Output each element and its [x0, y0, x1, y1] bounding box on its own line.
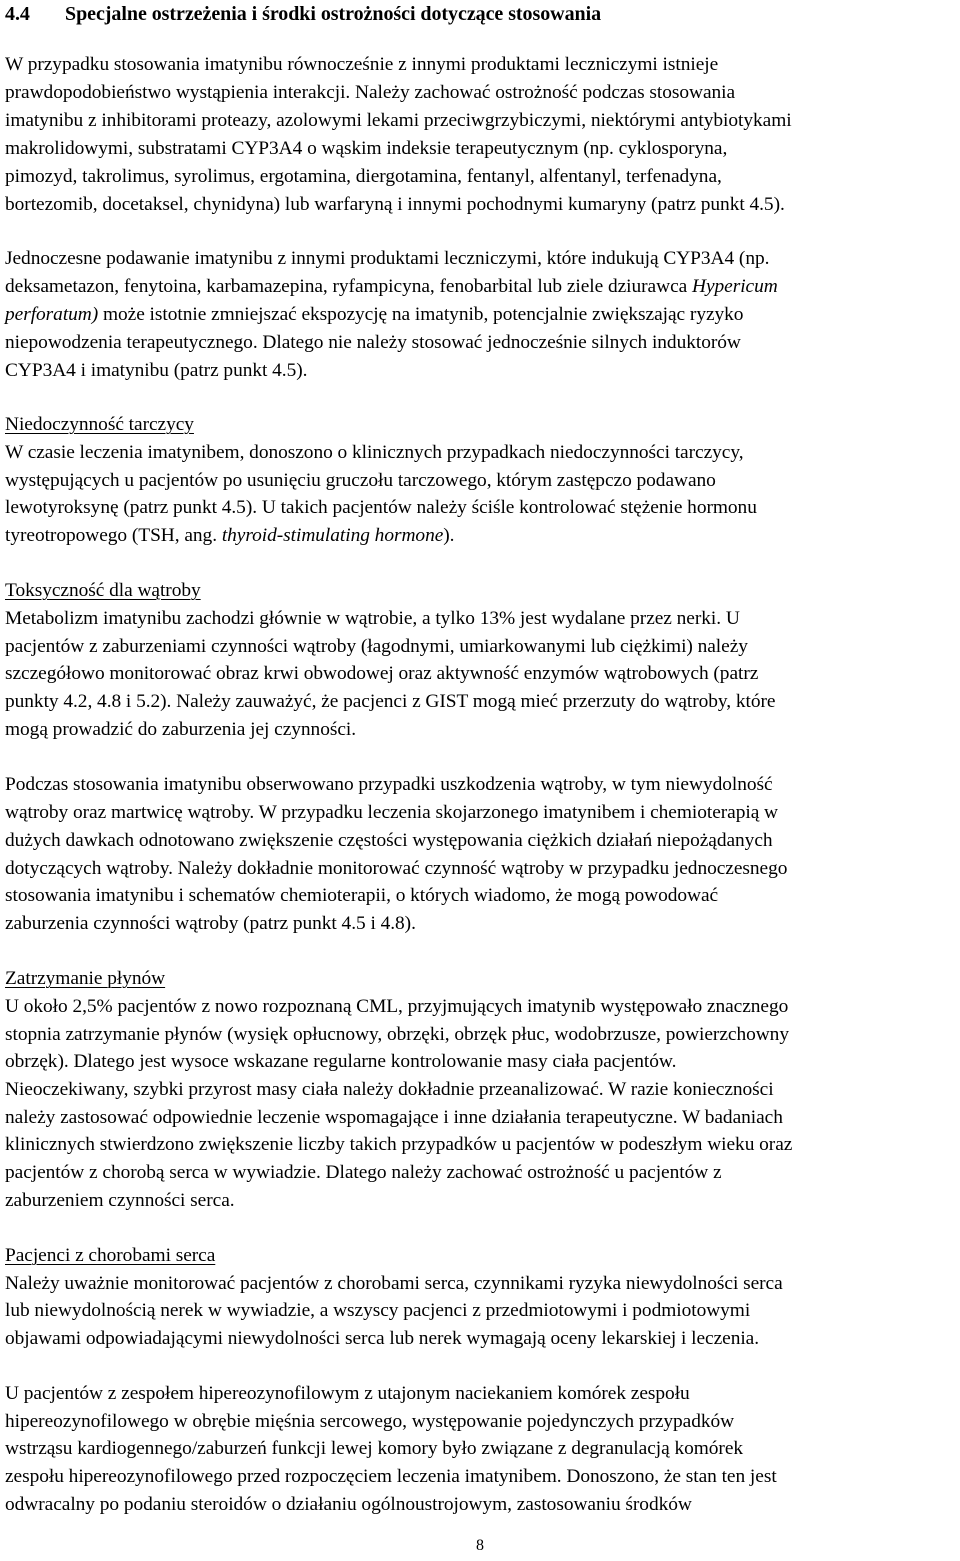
paragraph-line: Metabolizm imatynibu zachodzi głównie w wątrobie, a tylko 13% jest wydalane przez nerki. U: [5, 608, 740, 629]
paragraph-line: Należy uważnie monitorować pacjentów z chorobami serca, czynnikami ryzyka niewydolności serca: [5, 1273, 783, 1294]
italic-term: thyroid-stimulating hormone: [221, 525, 444, 546]
paragraph-line: U pacjentów z zespołem hipereozynofilowym z utajonym naciekaniem komórek zespołu: [5, 1383, 690, 1404]
paragraph-line: mogą prowadzić do zaburzenia jej czynności.: [5, 719, 357, 740]
paragraph-line: należy zastosować odpowiednie leczenie wspomagające i inne działania terapeutyczne. W badaniach: [5, 1107, 783, 1128]
text-run: tyreotropowego (TSH, ang.: [5, 525, 222, 546]
subheading-thyroid: Niedoczynność tarczycy: [5, 414, 194, 435]
paragraph-line: Jednoczesne podawanie imatynibu z innymi produktami leczniczymi, które indukują CYP3A4 (np.: [5, 248, 770, 269]
paragraph-line: wstrząsu kardiogennego/zaburzeń funkcji lewej komory było związane z degranulacją komórek: [5, 1438, 744, 1459]
paragraph-line: imatynibu z inhibitorami proteazy, azolowymi lekami przeciwgrzybiczymi, niektórymi antybiotykami: [5, 110, 792, 131]
paragraph-line: W przypadku stosowania imatynibu równocześnie z innymi produktami leczniczymi istnieje: [5, 54, 719, 75]
paragraph-line: dużych dawkach odnotowano zwiększenie częstości występowania ciężkich działań niepożądanych: [5, 830, 773, 851]
paragraph-line: objawami odpowiadającymi niewydolności serca lub nerek wymagają oceny lekarskiej i leczenia.: [5, 1328, 760, 1349]
paragraph-line: makrolidowymi, substratami CYP3A4 o wąskim indeksie terapeutycznym (np. cyklosporyna,: [5, 138, 728, 159]
paragraph-line: pacjentów z chorobą serca w wywiadzie. Dlatego należy zachować ostrożność u pacjentów z: [5, 1162, 722, 1183]
paragraph-line: obrzęk). Dlatego jest wysoce wskazane regularne kontrolowanie masy ciała pacjentów.: [5, 1051, 677, 1072]
paragraph-line: zaburzeniem czynności serca.: [5, 1190, 235, 1211]
text-run: może istotnie zmniejszać ekspozycję na imatynib, potencjalnie zwiększając ryzyko: [98, 304, 744, 325]
paragraph-line: niepowodzenia terapeutycznego. Dlatego nie należy stosować jednocześnie silnych induktorów: [5, 332, 741, 353]
paragraph-line: odwracalny po podaniu steroidów o działaniu ogólnoustrojowym, zastosowaniu środków: [5, 1494, 692, 1515]
paragraph-line: stosowania imatynibu i schematów chemioterapii, o których wiadomo, że mogą powodować: [5, 885, 719, 906]
paragraph-line: Podczas stosowania imatynibu obserwowano przypadki uszkodzenia wątroby, w tym niewydolność: [5, 774, 773, 795]
paragraph-line: [5, 301, 743, 329]
paragraph-line: Nieoczekiwany, szybki przyrost masy ciała należy dokładnie przeanalizować. W razie konieczności: [5, 1079, 774, 1100]
paragraph-line: zaburzenia czynności wątroby (patrz punkt 4.5 i 4.8).: [5, 913, 416, 934]
paragraph-line: pacjentów z zaburzeniami czynności wątroby (łagodnymi, umiarkowanymi lub ciężkimi) należy: [5, 636, 748, 657]
paragraph-line: CYP3A4 i imatynibu (patrz punkt 4.5).: [5, 360, 308, 381]
paragraph-line: bortezomib, docetaksel, chynidyna) lub warfaryną i innymi pochodnymi kumaryny (patrz punkt 4.5).: [5, 194, 785, 215]
section-heading: [5, 0, 601, 28]
paragraph-line: [5, 522, 454, 550]
section-number: 4.4: [5, 3, 30, 25]
text-run: ).: [443, 525, 455, 546]
paragraph-line: W czasie leczenia imatynibem, donoszono o klinicznych przypadkach niedoczynności tarczycy,: [5, 442, 744, 463]
paragraph-line: stopnia zatrzymanie płynów (wysięk opłucnowy, obrzęki, obrzęk płuc, wodobrzusze, powierzchowny: [5, 1024, 789, 1045]
page-number: 8: [476, 1537, 484, 1554]
paragraph-line: zespołu hipereozynofilowego przed rozpoczęciem leczenia imatynibem. Donoszono, że stan ten jest: [5, 1466, 777, 1487]
paragraph-line: wątroby oraz martwicę wątroby. W przypadku leczenia skojarzonego imatynibem i chemioterapią w: [5, 802, 779, 823]
paragraph-line: [5, 273, 778, 301]
paragraph-line: szczegółowo monitorować obraz krwi obwodowej oraz aktywność enzymów wątrobowych (patrz: [5, 663, 759, 684]
italic-latin-name: perforatum): [5, 304, 99, 325]
subheading-heart-disease: Pacjenci z chorobami serca: [5, 1245, 216, 1266]
paragraph-line: prawdopodobieństwo wystąpienia interakcji. Należy zachować ostrożność podczas stosowania: [5, 82, 736, 103]
italic-latin-name: Hypericum: [691, 276, 778, 297]
paragraph-line: lewotyroksynę (patrz punkt 4.5). U takich pacjentów należy ściśle kontrolować stężenie hormonu: [5, 497, 757, 518]
paragraph-line: punkty 4.2, 4.8 i 5.2). Należy zauważyć, że pacjenci z GIST mogą mieć przerzuty do wątroby, które: [5, 691, 776, 712]
subheading-liver: Toksyczność dla wątroby: [5, 580, 201, 601]
document-page: [5, 0, 960, 1561]
text-run: deksametazon, fenytoina, karbamazepina, ryfampicyna, fenobarbital lub ziele dziurawca: [5, 276, 692, 297]
paragraph-line: lub niewydolnością nerek w wywiadzie, a wszyscy pacjenci z przedmiotowymi i podmiotowymi: [5, 1300, 751, 1321]
paragraph-line: pimozyd, takrolimus, syrolimus, ergotamina, diergotamina, fentanyl, alfentanyl, terfenadyna,: [5, 166, 722, 187]
subheading-fluid-retention: Zatrzymanie płynów: [5, 968, 166, 989]
paragraph-line: hipereozynofilowego w obrębie mięśnia sercowego, występowanie pojedynczych przypadków: [5, 1411, 735, 1432]
paragraph-line: występujących u pacjentów po usunięciu gruczołu tarczowego, którym zastępczo podawano: [5, 470, 716, 491]
paragraph-line: U około 2,5% pacjentów z nowo rozpoznaną CML, przyjmujących imatynib występowało znacznego: [5, 996, 789, 1017]
paragraph-line: dotyczących wątroby. Należy dokładnie monitorować czynność wątroby w przypadku jednoczesnego: [5, 858, 788, 879]
paragraph-line: klinicznych stwierdzono zwiększenie liczby takich przypadków u pacjentów w podeszłym wieku oraz: [5, 1134, 793, 1155]
section-title: Specjalne ostrzeżenia i środki ostrożności dotyczące stosowania: [65, 3, 602, 25]
